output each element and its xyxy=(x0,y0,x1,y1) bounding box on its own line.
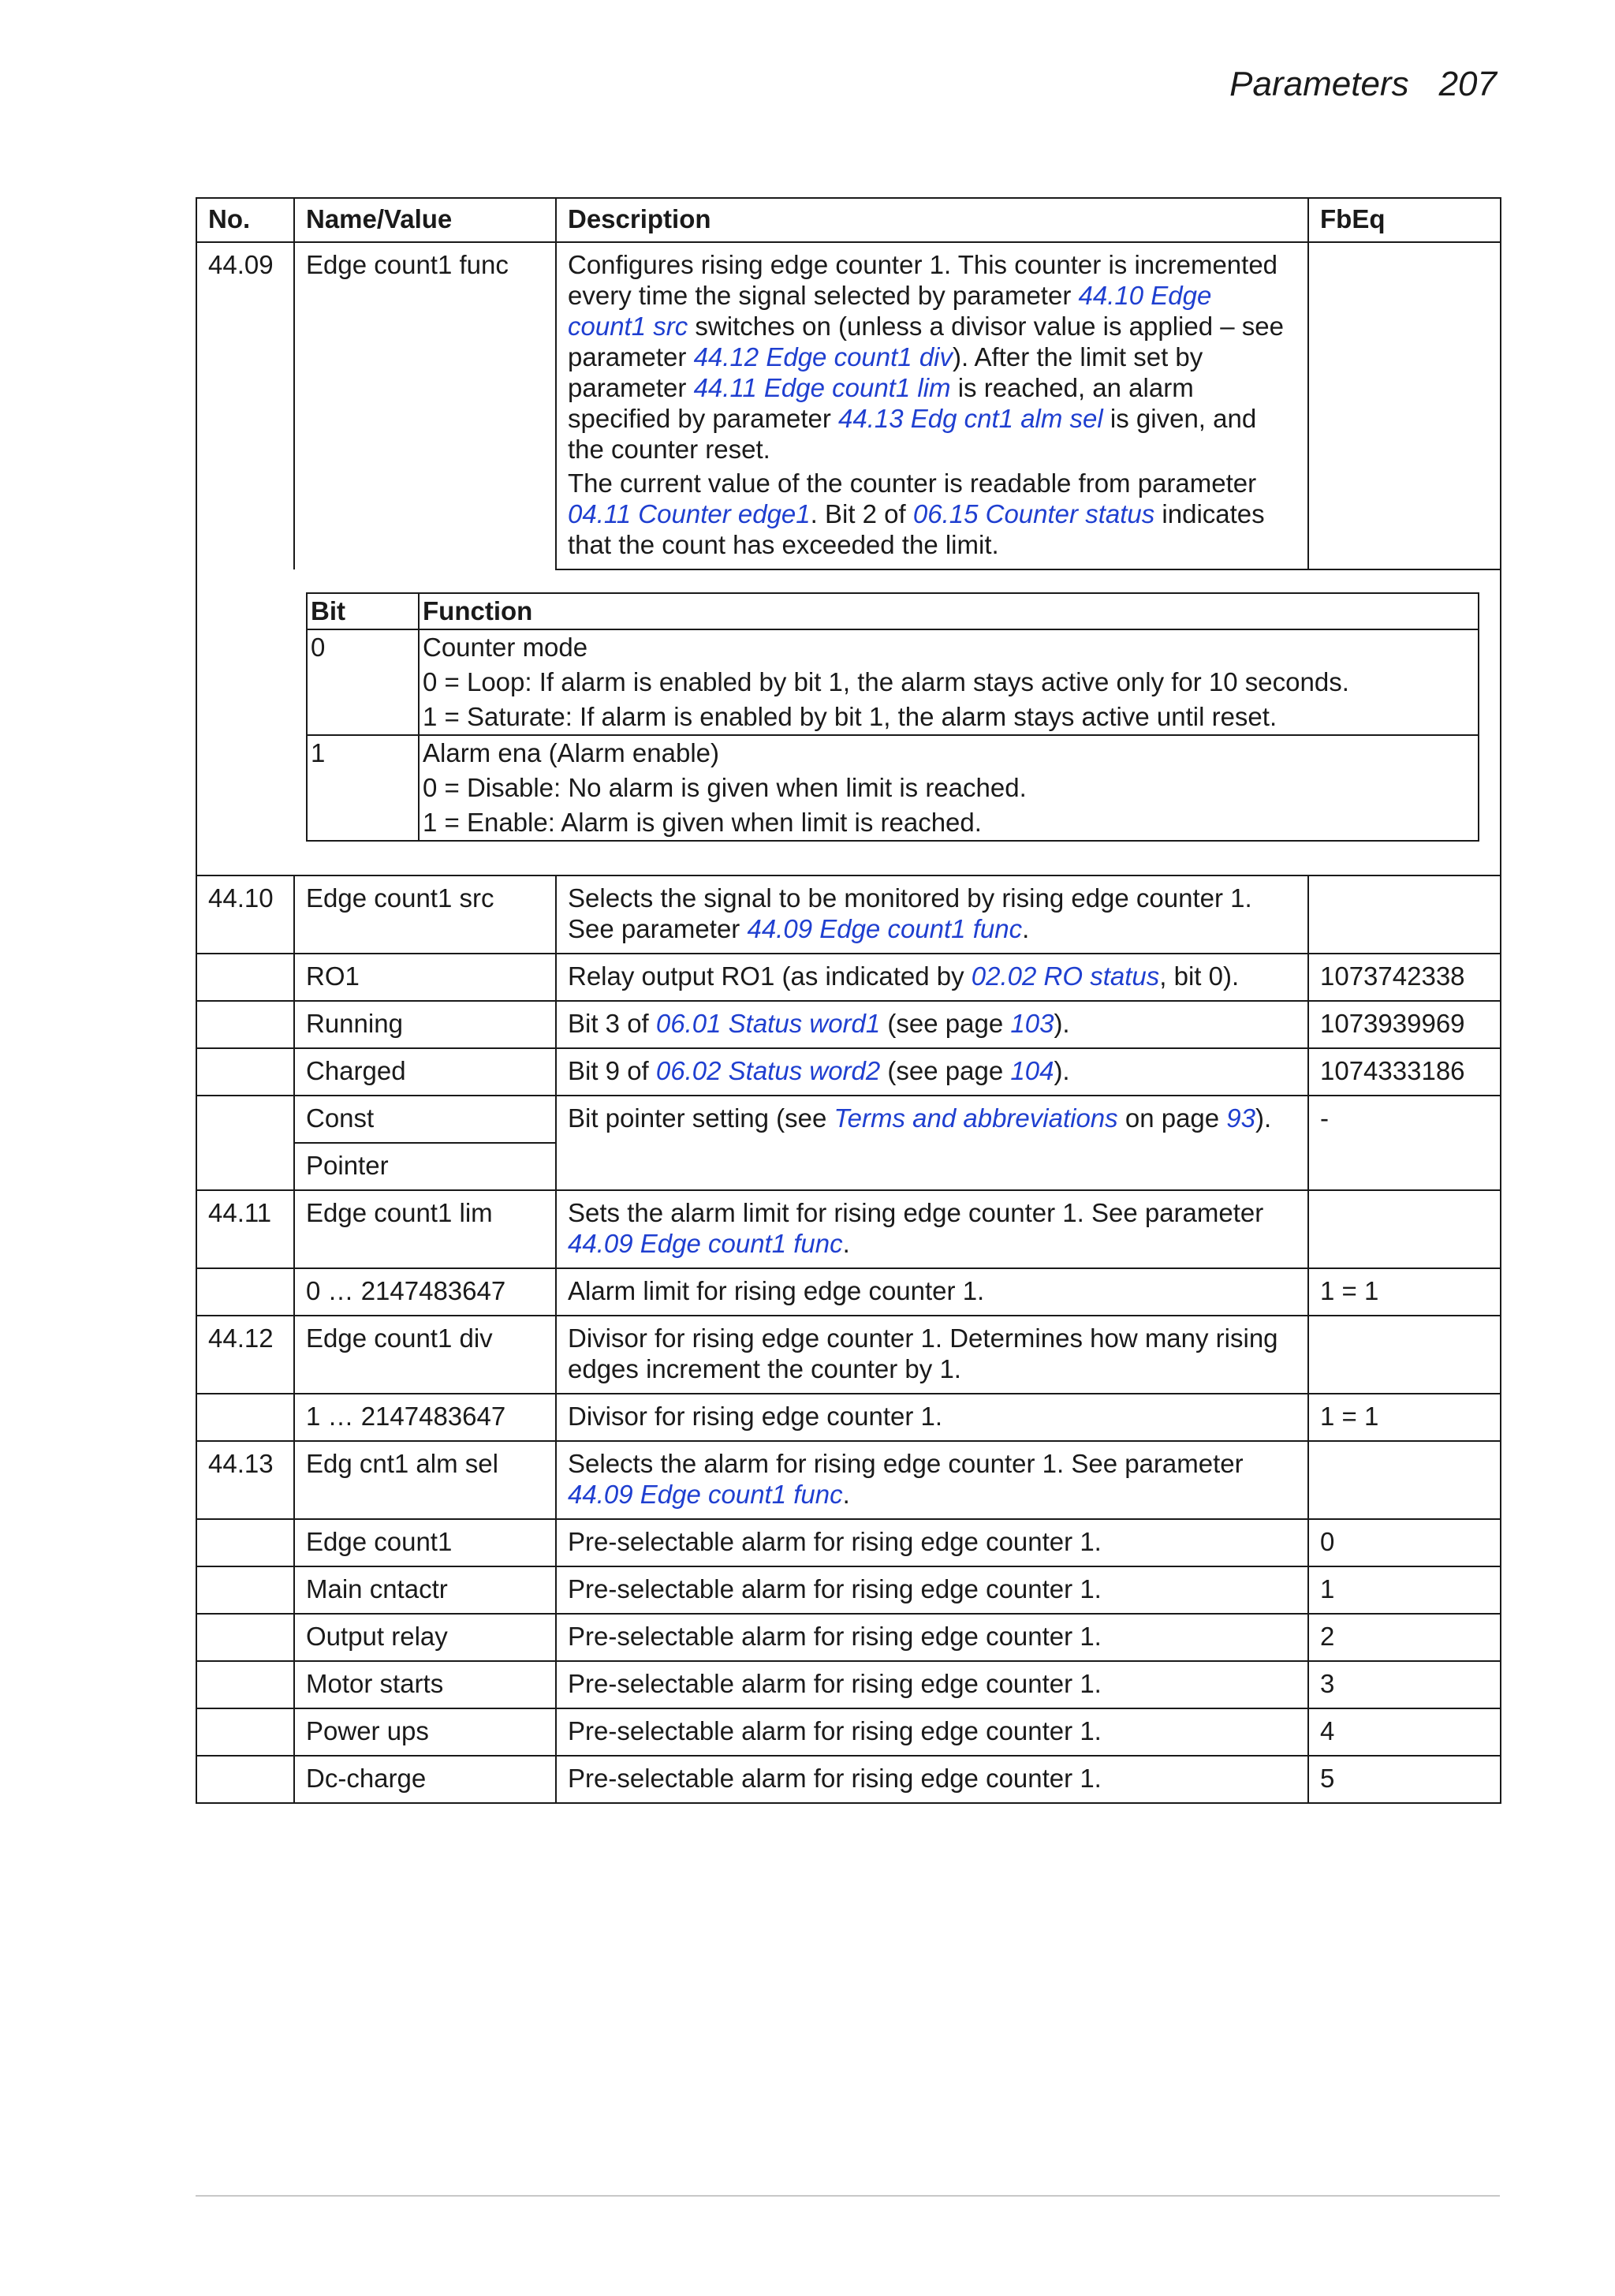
table-row xyxy=(196,1316,1501,1394)
value-fbeq: 1 xyxy=(1308,1566,1501,1614)
table-row xyxy=(196,1096,1501,1143)
param-name: Edge count1 src xyxy=(294,875,556,954)
table-row xyxy=(196,1441,1501,1519)
param-fbeq xyxy=(1308,242,1501,569)
table-row xyxy=(196,1143,1501,1190)
value-description: Bit pointer setting (see Terms and abbreviations on page 93). xyxy=(556,1096,1308,1143)
table-header-row xyxy=(196,198,1501,242)
param-link[interactable]: 44.09 Edge count1 func xyxy=(747,914,1023,943)
value-fbeq: 1 = 1 xyxy=(1308,1268,1501,1316)
value-name: Pointer xyxy=(294,1143,556,1190)
bit-number: 0 xyxy=(307,629,419,735)
table-row xyxy=(196,1661,1501,1708)
param-link[interactable]: 06.02 Status word2 xyxy=(655,1056,881,1085)
table-row xyxy=(196,242,1501,569)
param-link[interactable]: 44.11 Edge count1 lim xyxy=(693,373,951,402)
param-fbeq xyxy=(1308,1441,1501,1519)
param-link[interactable]: 44.12 Edge count1 div xyxy=(693,342,953,371)
page-link[interactable]: 103 xyxy=(1010,1009,1054,1038)
bit-header: Bit xyxy=(307,593,419,629)
bit-number: 1 xyxy=(307,735,419,841)
bit-table-header xyxy=(307,593,1479,629)
terms-link[interactable]: Terms and abbreviations xyxy=(834,1103,1118,1133)
column-header-no: No. xyxy=(196,198,294,242)
section-title: Parameters xyxy=(1229,65,1409,103)
param-description: Divisor for rising edge counter 1. Determines how many rising edges increment the counter by 1. xyxy=(556,1316,1308,1394)
param-number: 44.12 xyxy=(196,1316,294,1394)
value-name: Power ups xyxy=(294,1708,556,1756)
param-link[interactable]: 44.10 Edge count1 src xyxy=(568,281,1212,341)
param-name: Edge count1 func xyxy=(294,242,556,569)
param-description: Sets the alarm limit for rising edge counter 1. See parameter 44.09 Edge count1 func. xyxy=(556,1190,1308,1268)
bit-function: Alarm ena (Alarm enable) 0 = Disable: No alarm is given when limit is reached. 1 = Enable: Alarm is given when limit is reached. xyxy=(419,735,1479,841)
value-name: Running xyxy=(294,1001,556,1048)
value-fbeq: 1 = 1 xyxy=(1308,1394,1501,1441)
value-name: Const xyxy=(294,1096,556,1143)
value-fbeq: 0 xyxy=(1308,1519,1501,1566)
value-fbeq: 1073742338 xyxy=(1308,954,1501,1001)
value-description: Pre-selectable alarm for rising edge counter 1. xyxy=(556,1566,1308,1614)
table-row xyxy=(196,1708,1501,1756)
param-link[interactable]: 44.09 Edge count1 func xyxy=(568,1480,843,1509)
bit-row xyxy=(307,735,1479,841)
value-name: 1 … 2147483647 xyxy=(294,1394,556,1441)
param-description: Selects the alarm for rising edge counter 1. See parameter 44.09 Edge count1 func. xyxy=(556,1441,1308,1519)
value-name: Main cntactr xyxy=(294,1566,556,1614)
value-fbeq: 3 xyxy=(1308,1661,1501,1708)
table-row xyxy=(196,954,1501,1001)
param-fbeq xyxy=(1308,1316,1501,1394)
value-description: Alarm limit for rising edge counter 1. xyxy=(556,1268,1308,1316)
page-link[interactable]: 104 xyxy=(1010,1056,1054,1085)
value-name: 0 … 2147483647 xyxy=(294,1268,556,1316)
table-row xyxy=(196,1268,1501,1316)
param-number: 44.10 xyxy=(196,875,294,954)
param-name: Edge count1 lim xyxy=(294,1190,556,1268)
value-fbeq: 4 xyxy=(1308,1708,1501,1756)
value-description: Pre-selectable alarm for rising edge counter 1. xyxy=(556,1614,1308,1661)
table-row xyxy=(196,1190,1501,1268)
param-link[interactable]: 04.11 Counter edge1 xyxy=(568,499,811,528)
function-header: Function xyxy=(419,593,1479,629)
table-row xyxy=(196,569,1501,875)
column-header-name: Name/Value xyxy=(294,198,556,242)
value-description: Relay output RO1 (as indicated by 02.02 RO status, bit 0). xyxy=(556,954,1308,1001)
value-description: Pre-selectable alarm for rising edge counter 1. xyxy=(556,1661,1308,1708)
value-description: Divisor for rising edge counter 1. xyxy=(556,1394,1308,1441)
table-row xyxy=(196,1566,1501,1614)
bit-table xyxy=(306,592,1479,842)
value-name: Charged xyxy=(294,1048,556,1096)
param-link[interactable]: 44.13 Edg cnt1 alm sel xyxy=(838,404,1103,433)
param-fbeq xyxy=(1308,875,1501,954)
param-name: Edg cnt1 alm sel xyxy=(294,1441,556,1519)
table-row xyxy=(196,875,1501,954)
param-link[interactable]: 06.15 Counter status xyxy=(912,499,1155,528)
value-name: Dc-charge xyxy=(294,1756,556,1803)
column-header-fbeq: FbEq xyxy=(1308,198,1501,242)
value-description: Bit 9 of 06.02 Status word2 (see page 104). xyxy=(556,1048,1308,1096)
parameter-table xyxy=(196,197,1501,1804)
value-name: RO1 xyxy=(294,954,556,1001)
value-fbeq: 2 xyxy=(1308,1614,1501,1661)
bit-function: Counter mode 0 = Loop: If alarm is enabled by bit 1, the alarm stays active only for 10 seconds. 1 = Saturate: If alarm is enabled by bit 1, the alarm stays active until reset. xyxy=(419,629,1479,735)
value-fbeq: 5 xyxy=(1308,1756,1501,1803)
param-description: Configures rising edge counter 1. This counter is incremented every time the signal selected by parameter 44.10 Edge count1 src switches on (unless a divisor value is applied – see parameter 44.12 Edge count1 div). After the limit set by parameter 44.11 Edge count1 lim is reached, an alarm specified by parameter 44.13 Edg cnt1 alm sel is given, and the counter reset. The current value of the counter is readable from parameter 04.11 Counter edge1. Bit 2 of 06.15 Counter status indicates that the count has exceeded the limit. xyxy=(556,242,1308,569)
value-fbeq: 1073939969 xyxy=(1308,1001,1501,1048)
page-link[interactable]: 93 xyxy=(1226,1103,1256,1133)
param-fbeq xyxy=(1308,1190,1501,1268)
table-row xyxy=(196,1519,1501,1566)
value-fbeq: - xyxy=(1308,1096,1501,1143)
value-description: Bit 3 of 06.01 Status word1 (see page 103). xyxy=(556,1001,1308,1048)
param-number: 44.13 xyxy=(196,1441,294,1519)
table-row xyxy=(196,1614,1501,1661)
value-fbeq: 1074333186 xyxy=(1308,1048,1501,1096)
value-description: Pre-selectable alarm for rising edge counter 1. xyxy=(556,1519,1308,1566)
value-name: Edge count1 xyxy=(294,1519,556,1566)
page-header xyxy=(1229,65,1497,104)
value-description: Pre-selectable alarm for rising edge counter 1. xyxy=(556,1708,1308,1756)
bit-row xyxy=(307,629,1479,735)
value-description: Pre-selectable alarm for rising edge counter 1. xyxy=(556,1756,1308,1803)
param-number: 44.09 xyxy=(196,242,294,569)
table-row xyxy=(196,1048,1501,1096)
column-header-description: Description xyxy=(556,198,1308,242)
param-link[interactable]: 02.02 RO status xyxy=(971,961,1160,991)
table-row xyxy=(196,1756,1501,1803)
footer-divider xyxy=(196,2195,1500,2197)
value-name: Motor starts xyxy=(294,1661,556,1708)
param-link[interactable]: 44.09 Edge count1 func xyxy=(568,1229,843,1258)
value-name: Output relay xyxy=(294,1614,556,1661)
table-row xyxy=(196,1394,1501,1441)
table-row xyxy=(196,1001,1501,1048)
param-number: 44.11 xyxy=(196,1190,294,1268)
page-number: 207 xyxy=(1438,65,1497,103)
param-description: Selects the signal to be monitored by rising edge counter 1. See parameter 44.09 Edge count1 func. xyxy=(556,875,1308,954)
param-name: Edge count1 div xyxy=(294,1316,556,1394)
param-link[interactable]: 06.01 Status word1 xyxy=(655,1009,881,1038)
